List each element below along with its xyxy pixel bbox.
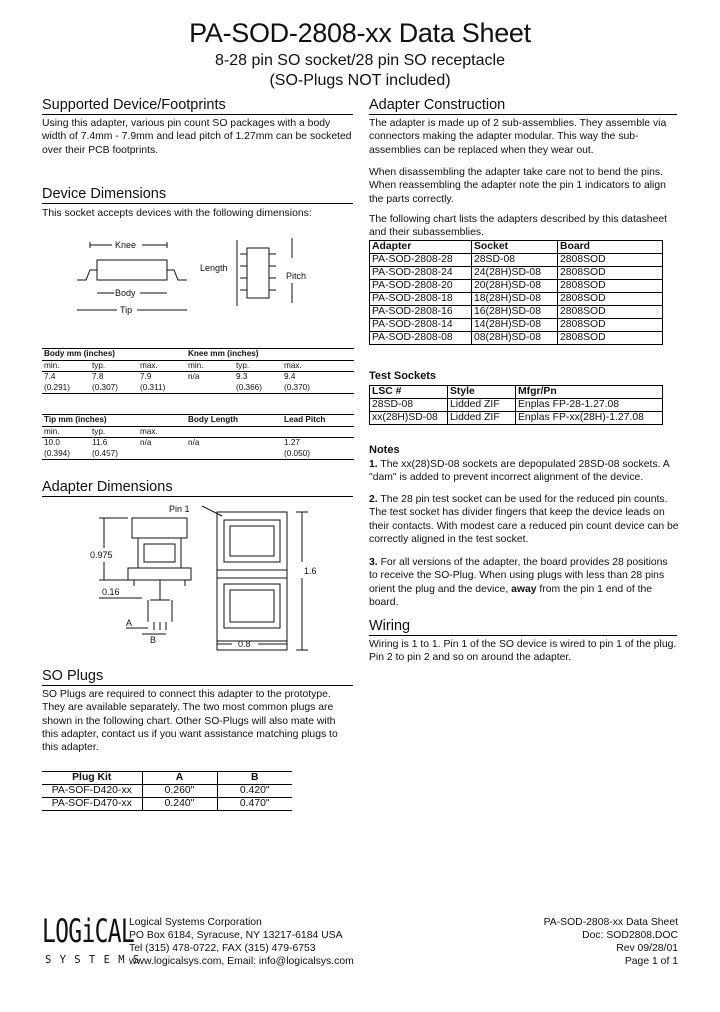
construction-p3: The following chart lists the adapters described by this datasheet and their subassemblies. <box>369 214 668 239</box>
page-number: Page 1 of 1 <box>624 956 678 967</box>
pitch-label: Pitch <box>286 271 307 281</box>
width-08-label: 0.8 <box>238 639 251 649</box>
table-header: Socket <box>472 241 558 254</box>
table-cell: 0.260" <box>142 785 217 798</box>
plug-kit-table <box>42 771 292 811</box>
table-cell: 1.27 <box>284 438 300 447</box>
device-dims-intro: This socket accepts devices with the following dimensions: <box>42 208 312 219</box>
table-header: Body mm (inches) <box>42 349 186 361</box>
table-cell: PA-SOF-D470-xx <box>42 798 142 811</box>
height-label: 0.975 <box>90 550 113 560</box>
notes-heading: Notes <box>369 444 400 456</box>
table-header: LSC # <box>370 386 448 399</box>
table-cell: PA-SOD-2808-14 <box>370 319 472 332</box>
so-plugs-body: SO Plugs are required to connect this adapter to the prototype. They are available separately. The two most common plugs are shown in the following chart. Other SO-Plugs will also mate with this adapter, contact us if you want assistance matching plugs to this adapter. <box>42 689 338 754</box>
table-cell: 7.4 <box>44 372 56 381</box>
table-row <box>370 332 663 345</box>
table-cell: (0.394) <box>42 449 90 460</box>
table-cell: (0.457) <box>90 449 138 460</box>
table-cell: typ. <box>234 360 282 372</box>
table-cell: Enplas FP-28-1.27.08 <box>516 399 663 412</box>
adapter-table <box>369 240 663 345</box>
table-cell: Lidded ZIF <box>448 399 516 412</box>
table-header: B <box>217 772 292 785</box>
note-number: 1. <box>369 459 378 470</box>
note-text: For all versions of the adapter, the board provides 28 positions to receive the SO-Plug. When using plugs with less than 28 pins orient the plug and the device, <box>369 557 668 595</box>
table-cell: min. <box>42 426 90 438</box>
table-cell: n/a <box>188 438 200 447</box>
table-cell <box>186 449 282 460</box>
doc-file: Doc: SOD2808.DOC <box>582 930 678 941</box>
table-row <box>370 293 663 306</box>
table-header: Knee mm (inches) <box>186 349 354 361</box>
dim-a-label: A <box>126 618 133 628</box>
note-3 <box>369 556 679 609</box>
note-number: 2. <box>369 494 378 505</box>
table-cell: 2808SOD <box>558 306 663 319</box>
table-cell: 24(28H)SD-08 <box>472 267 558 280</box>
adapter-dims-heading: Adapter Dimensions <box>42 479 353 497</box>
wiring-body: Wiring is 1 to 1. Pin 1 of the SO device is wired to pin 1 of the plug. Pin 2 to pin 2 and so on around the adapter. <box>369 639 677 664</box>
page-subtitle: 8-28 pin SO socket/28 pin SO receptacle <box>215 52 505 69</box>
note-text: The 28 pin test socket can be used for the reduced pin counts. The test socket has divider fingers that keep the device leads on their contacts. With modest care a reduced pin count device can be correctly aligned in the test socket. <box>369 494 679 545</box>
supported-body: Using this adapter, various pin count SO packages with a body width of 7.4mm - 7.9mm and lead pitch of 1.27mm can be socketed over their PCB footprints. <box>42 118 352 156</box>
table-cell: n/a <box>140 438 152 447</box>
note-number: 3. <box>369 557 378 568</box>
construction-p1: The adapter is made up of 2 sub-assemblies. They assemble via connectors making the adapter modular. This way the sub-assemblies can be replaced when they wear out. <box>369 118 667 156</box>
table-cell: 16(28H)SD-08 <box>472 306 558 319</box>
table-row <box>370 412 663 425</box>
table-cell: typ. <box>90 426 138 438</box>
table-cell: 7.8 <box>92 372 104 381</box>
tip-label: Tip <box>120 305 133 315</box>
table-cell: PA-SOD-2808-28 <box>370 254 472 267</box>
table-cell: (0.291) <box>42 383 90 394</box>
table-cell: 2808SOD <box>558 280 663 293</box>
table-cell: 11.6 <box>92 438 108 447</box>
table-cell: (0.307) <box>90 383 138 394</box>
table-row <box>370 280 663 293</box>
length-label: Length <box>200 263 228 273</box>
table-cell: 2808SOD <box>558 254 663 267</box>
construction-heading: Adapter Construction <box>369 97 677 115</box>
company-logo-subtitle: S Y S T E M S <box>45 954 141 966</box>
company-phone: Tel (315) 478-0722, FAX (315) 479-6753 <box>129 943 316 954</box>
table-cell: 9.4 <box>284 372 296 381</box>
table-cell: 0.240" <box>142 798 217 811</box>
table-cell: (0.311) <box>138 383 186 394</box>
supported-heading: Supported Device/Footprints <box>42 97 353 115</box>
table-row <box>370 306 663 319</box>
table-header: Mfgr/Pn <box>516 386 663 399</box>
table-cell: 2808SOD <box>558 293 663 306</box>
table-cell: max. <box>138 360 186 372</box>
device-dims-table-body-knee <box>42 348 354 394</box>
table-row <box>370 267 663 280</box>
table-cell: 2808SOD <box>558 267 663 280</box>
note-1 <box>369 458 679 485</box>
table-cell: PA-SOD-2808-08 <box>370 332 472 345</box>
table-cell: 7.9 <box>140 372 152 381</box>
device-dims-heading: Device Dimensions <box>42 186 353 204</box>
doc-revision: Rev 09/28/01 <box>616 943 678 954</box>
test-sockets-heading: Test Sockets <box>369 370 437 382</box>
width-label: 0.16 <box>102 587 120 597</box>
table-cell <box>186 383 234 394</box>
table-cell: Lidded ZIF <box>448 412 516 425</box>
table-cell: min. <box>186 360 234 372</box>
company-logo: LOGiCAL <box>42 912 135 950</box>
dim-b-label: B <box>150 635 157 645</box>
table-row <box>42 798 292 811</box>
test-sockets-table <box>369 385 663 425</box>
table-cell: 08(28H)SD-08 <box>472 332 558 345</box>
table-cell: PA-SOD-2808-20 <box>370 280 472 293</box>
table-cell: 9.3 <box>236 372 248 381</box>
table-cell: 0.470" <box>217 798 292 811</box>
company-web: www.logicalsys.com, Email: info@logicalsys.com <box>129 956 354 967</box>
table-row <box>370 319 663 332</box>
table-row <box>42 785 292 798</box>
note-emphasis: away <box>511 583 537 595</box>
table-row <box>370 399 663 412</box>
note-text: from the pin 1 end of the board. <box>369 583 653 608</box>
table-cell: max. <box>138 426 186 438</box>
table-cell: PA-SOF-D420-xx <box>42 785 142 798</box>
table-header: Style <box>448 386 516 399</box>
table-header: Lead Pitch <box>282 415 354 427</box>
device-dimension-diagram <box>42 228 354 346</box>
table-row <box>370 254 663 267</box>
table-cell: 18(28H)SD-08 <box>472 293 558 306</box>
table-cell: 14(28H)SD-08 <box>472 319 558 332</box>
table-cell: 20(28H)SD-08 <box>472 280 558 293</box>
table-header: Body Length <box>186 415 282 427</box>
table-cell: max. <box>282 360 354 372</box>
table-cell: typ. <box>90 360 138 372</box>
table-header: Board <box>558 241 663 254</box>
page-title: PA-SOD-2808-xx Data Sheet <box>189 18 531 48</box>
adapter-dimension-diagram <box>42 498 354 658</box>
height-16-label: 1.6 <box>304 566 317 576</box>
company-name: Logical Systems Corporation <box>129 917 262 928</box>
table-cell: n/a <box>188 372 200 381</box>
table-header: Plug Kit <box>42 772 142 785</box>
construction-p2: When disassembling the adapter take care not to bend the pins. When reassembling the adapter note the pin 1 indicators to align the parts correctly. <box>369 167 666 205</box>
note-text: The xx(28)SD-08 sockets are depopulated 28SD-08 sockets. A "dam" is added to prevent incorrect alignment of the device. <box>369 459 670 484</box>
table-cell: min. <box>42 360 90 372</box>
table-cell: 10.0 <box>44 438 60 447</box>
table-cell: 2808SOD <box>558 319 663 332</box>
so-plugs-heading: SO Plugs <box>42 668 353 686</box>
table-header: Tip mm (inches) <box>42 415 186 427</box>
company-address: PO Box 6184, Syracuse, NY 13217-6184 USA <box>129 930 343 941</box>
wiring-heading: Wiring <box>369 618 677 636</box>
table-cell: (0.366) <box>234 383 282 394</box>
device-dims-table-tip-length-pitch <box>42 414 354 460</box>
table-cell: 0.420" <box>217 785 292 798</box>
table-cell: 2808SOD <box>558 332 663 345</box>
pin1-label: Pin 1 <box>169 504 190 514</box>
table-header: A <box>142 772 217 785</box>
body-label: Body <box>115 288 136 298</box>
table-cell: (0.050) <box>282 449 354 460</box>
knee-label: Knee <box>115 240 137 250</box>
doc-title: PA-SOD-2808-xx Data Sheet <box>543 917 678 928</box>
table-cell: Enplas FP-xx(28H)-1.27.08 <box>516 412 663 425</box>
page-subtitle-note: (SO-Plugs NOT included) <box>269 72 451 89</box>
table-cell: PA-SOD-2808-18 <box>370 293 472 306</box>
table-cell: PA-SOD-2808-16 <box>370 306 472 319</box>
table-header: Adapter <box>370 241 472 254</box>
table-cell <box>138 449 186 460</box>
table-cell: PA-SOD-2808-24 <box>370 267 472 280</box>
table-cell: xx(28H)SD-08 <box>370 412 448 425</box>
table-cell: 28SD-08 <box>370 399 448 412</box>
note-2 <box>369 493 679 546</box>
table-cell: 28SD-08 <box>472 254 558 267</box>
table-cell: (0.370) <box>282 383 354 394</box>
